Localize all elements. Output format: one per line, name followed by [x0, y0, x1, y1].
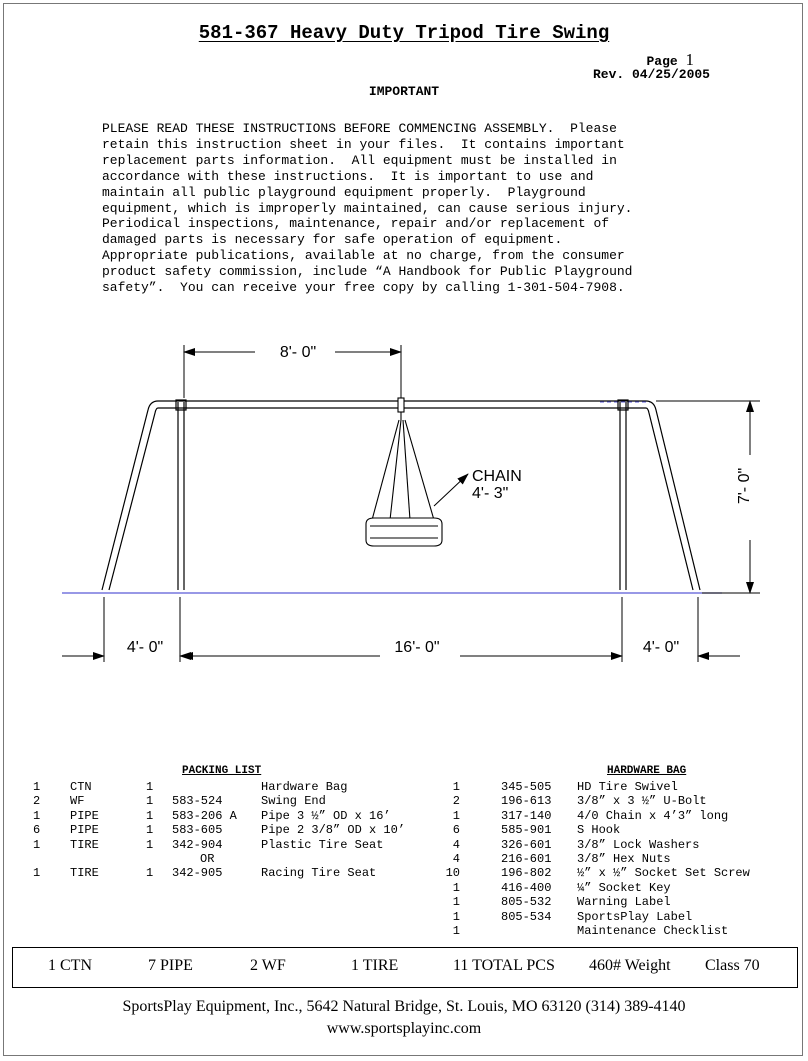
- packing-qty: 2: [33, 794, 41, 809]
- hardware-desc: 3/8” Lock Washers: [577, 837, 700, 852]
- chain-length: 4'- 3": [472, 485, 509, 502]
- hardware-desc: Warning Label: [577, 895, 671, 910]
- hardware-desc: ¼” Socket Key: [577, 880, 671, 895]
- packing-list-heading: PACKING LIST: [182, 765, 262, 777]
- hardware-desc: 3/8” x 3 ½” U-Bolt: [577, 794, 707, 809]
- packing-desc: Swing End: [261, 794, 326, 809]
- packing-type: TIRE: [70, 837, 99, 852]
- packing-type: WF: [70, 794, 85, 809]
- hardware-qty: 2: [452, 794, 460, 809]
- hardware-part: 416-400: [501, 880, 552, 895]
- total-weight: 460# Weight: [589, 957, 671, 974]
- packing-part: 583-524: [172, 794, 223, 809]
- hardware-qty: 4: [452, 837, 460, 852]
- packing-count: 1: [146, 780, 154, 794]
- chain-leader: [434, 474, 468, 506]
- intro-line: retain this instruction sheet in your files. It contains important: [102, 136, 625, 152]
- hardware-desc: ½” x ½” Socket Set Screw: [577, 866, 750, 881]
- intro-line: Appropriate publications, available at no charge, from the consumer: [102, 248, 625, 264]
- hardware-part: 196-802: [501, 866, 552, 881]
- hardware-part: 326-601: [501, 837, 552, 852]
- hardware-desc: S Hook: [577, 823, 621, 838]
- hardware-qty: 1: [452, 780, 460, 794]
- hardware-desc: 4/0 Chain x 4’3” long: [577, 808, 729, 823]
- packing-type: PIPE: [70, 808, 99, 823]
- hardware-qty: 6: [452, 823, 460, 838]
- packing-desc: Pipe 3 ½” OD x 16’: [261, 808, 391, 823]
- packing-count: 1: [146, 837, 154, 852]
- revision-date: Rev. 04/25/2005: [592, 67, 710, 82]
- dimension-height: 7'- 0": [736, 467, 753, 505]
- company-info: SportsPlay Equipment, Inc., 5642 Natural Bridge, St. Louis, MO 63120 (314) 389-4140: [122, 998, 686, 1015]
- total-pieces: 11 TOTAL PCS: [453, 957, 555, 974]
- packing-desc: Racing Tire Seat: [261, 866, 377, 881]
- packing-count: 1: [146, 794, 154, 809]
- intro-line: replacement parts information. All equipment must be installed in: [102, 152, 617, 168]
- total-ctn: 1 CTN: [48, 957, 92, 974]
- hardware-part: 805-534: [501, 909, 552, 924]
- intro-line: accordance with these instructions. It is important to use and: [102, 168, 594, 184]
- hardware-qty: 1: [452, 909, 460, 924]
- dimension-left-base: 4'- 0": [126, 639, 164, 656]
- packing-count: 1: [146, 808, 154, 823]
- total-pipe: 7 PIPE: [148, 957, 193, 974]
- packing-count: 1: [146, 866, 154, 881]
- intro-line: maintain all public playground equipment properly. Playground: [102, 184, 586, 200]
- intro-line: product safety commission, include “A Handbook for Public Playground: [102, 264, 633, 280]
- packing-part: 342-905: [172, 866, 223, 881]
- total-wf: 2 WF: [250, 957, 286, 974]
- left-frame: [102, 400, 186, 590]
- hardware-bag-heading: HARDWARE BAG: [607, 765, 687, 777]
- packing-desc: Pipe 2 3/8” OD x 10’: [261, 823, 406, 838]
- hardware-qty: 10: [445, 866, 460, 881]
- packing-part: 583-206 A: [172, 808, 237, 823]
- hardware-qty: 1: [452, 895, 460, 910]
- total-tire: 1 TIRE: [351, 957, 399, 974]
- tire-swing: [366, 398, 442, 546]
- packing-part: OR: [200, 852, 215, 866]
- freight-class: Class 70: [705, 957, 760, 974]
- hardware-part: 345-505: [501, 780, 552, 794]
- intro-line: damaged parts is necessary for safe operation of equipment.: [102, 232, 563, 248]
- packing-type: PIPE: [70, 823, 99, 838]
- hardware-part: 585-901: [501, 823, 552, 838]
- hardware-part: 805-532: [501, 895, 552, 910]
- chain-label: CHAIN: [472, 468, 522, 485]
- hardware-part: 216-601: [501, 852, 552, 866]
- packing-qty: 6: [33, 823, 41, 838]
- totals-box: [12, 947, 798, 988]
- packing-type: TIRE: [70, 866, 99, 881]
- hardware-desc: HD Tire Swivel: [577, 780, 678, 794]
- hardware-qty: 4: [452, 852, 460, 866]
- hardware-qty: 1: [452, 924, 460, 938]
- packing-part: 342-904: [172, 837, 223, 852]
- hardware-part: 196-613: [501, 794, 552, 809]
- company-website[interactable]: www.sportsplayinc.com: [326, 1020, 482, 1037]
- right-frame: [618, 400, 700, 590]
- dimension-top-span: 8'- 0": [279, 344, 317, 361]
- packing-desc: Plastic Tire Seat: [261, 837, 384, 852]
- hardware-qty: 1: [452, 808, 460, 823]
- intro-line: Periodical inspections, maintenance, repair and/or replacement of: [102, 216, 610, 232]
- dimension-center-base: 16'- 0": [394, 639, 440, 656]
- packing-part: 583-605: [172, 823, 223, 838]
- hardware-desc: SportsPlay Label: [577, 909, 693, 924]
- packing-qty: 1: [33, 808, 41, 823]
- dimension-right-base: 4'- 0": [642, 639, 680, 656]
- packing-desc: Hardware Bag: [261, 780, 348, 794]
- document-title: 581-367 Heavy Duty Tripod Tire Swing: [198, 22, 610, 44]
- intro-line: PLEASE READ THESE INSTRUCTIONS BEFORE COMMENCING ASSEMBLY. Please: [102, 121, 617, 136]
- packing-qty: 1: [33, 780, 41, 794]
- packing-qty: 1: [33, 837, 41, 852]
- page-number: Page 1: [646, 50, 694, 69]
- packing-count: 1: [146, 823, 154, 838]
- hardware-qty: 1: [452, 880, 460, 895]
- packing-qty: 1: [33, 866, 41, 881]
- important-heading: IMPORTANT: [368, 84, 440, 99]
- hardware-desc: Maintenance Checklist: [577, 924, 729, 938]
- intro-line: safety”. You can receive your free copy by calling 1-301-504-7908.: [102, 280, 625, 296]
- hardware-desc: 3/8” Hex Nuts: [577, 852, 671, 866]
- intro-line: equipment, which is improperly maintained, can cause serious injury.: [102, 200, 633, 216]
- packing-type: CTN: [70, 780, 92, 794]
- hardware-part: 317-140: [501, 808, 552, 823]
